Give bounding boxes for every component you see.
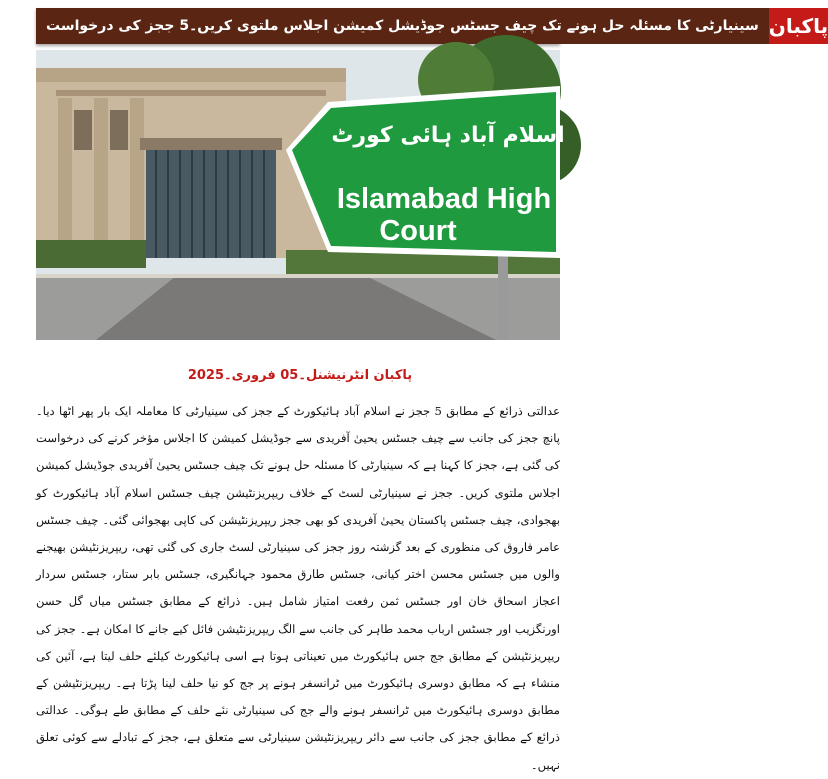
dateline: پاکبان انٹرنیشنل۔05 فروری۔2025 [187, 368, 413, 383]
header-banner [36, 8, 828, 44]
news-photo [36, 50, 565, 340]
sign-urdu-text: اسلام آباد ہائی کورٹ [331, 123, 565, 148]
sign-english-line1: Islamabad High [336, 183, 552, 215]
sign-english-line2: Court [379, 215, 457, 247]
headline[interactable]: سینیارٹی کا مسئلہ حل ہونے تک چیف جسٹس جوڈیشل کمیشن اجلاس ملتوی کریں۔5 ججز کی درخواست [36, 8, 769, 44]
article-paragraph: عدالتی ذرائع کے مطابق 5 ججز نے اسلام آباد ہائیکورٹ کے ججز کی سینیارٹی کا معاملہ ایک بار پھر اٹھا دیا۔ پانچ ججز کی جانب سے چیف جسٹس یحییٰ آفریدی سے جوڈیشل کمیشن کا اجلاس مؤخر کرنے کی درخواست کی گئی ہے، ججز کا کہنا ہے کہ سینیارٹی کا مسئلہ حل ہونے تک چیف جسٹس یحییٰ آفریدی جوڈیشل کمیشن اجلاس ملتوی کریں۔ ججز نے سینیارٹی لسٹ کے خلاف ریپریزنٹیشن چیف جسٹس اسلام آباد ہائیکورٹ کو بھجوادی، چیف جسٹس پاکستان یحییٰ آفریدی کو بھی ججز ریپریزنٹیشن کی کاپی بھجوائی گئی۔ چیف جسٹس عامر فاروق کی منظوری کے بعد گزشتہ روز ججز کی سینیارٹی لسٹ جاری کی گئی تھی، ریپریزنٹیشن بھیجنے والوں میں جسٹس محسن اختر کیانی، جسٹس طارق محمود جہانگیری، جسٹس بابر ستار، جسٹس سردار اعجاز اسحاق خان اور جسٹس ثمن رفعت امتیاز شامل ہیں۔ ذرائع کے مطابق جسٹس میاں گل حسن اورنگزیب اور جسٹس ارباب محمد طاہر کی جانب سے الگ ریپریزنٹیشن فائل کیے جانے کا امکان ہے۔ ججز کی ریپریزنٹیشن کے مطابق جج جس ہائیکورٹ میں تعیناتی ہوتا ہے اسی ہائیکورٹ کیلئے حلف لیتا ہے، آئین کی منشاء ہے کہ مطابق دوسری ہائیکورٹ میں ٹرانسفر ہونے پر جج کو نیا حلف لینا پڑتا ہے۔ ریپریزنٹیشن کے مطابق دوسری ہائیکورٹ میں ٹرانسفر ہونے والے جج کی سینیارٹی نئے حلف کے مطابق طے ہوگی۔ عدالتی ذرائع کے مطابق ججز کی جانب سے دائر ریپریزنٹیشن سینیارٹی سے متعلق ہے، ججز کے تبادلے سے کوئی تعلق نہیں۔ [36, 404, 560, 772]
entrance-gate [146, 148, 276, 258]
sign-post [498, 242, 508, 340]
brand-logo[interactable]: پاکبان [769, 8, 828, 44]
article-body [36, 398, 560, 779]
